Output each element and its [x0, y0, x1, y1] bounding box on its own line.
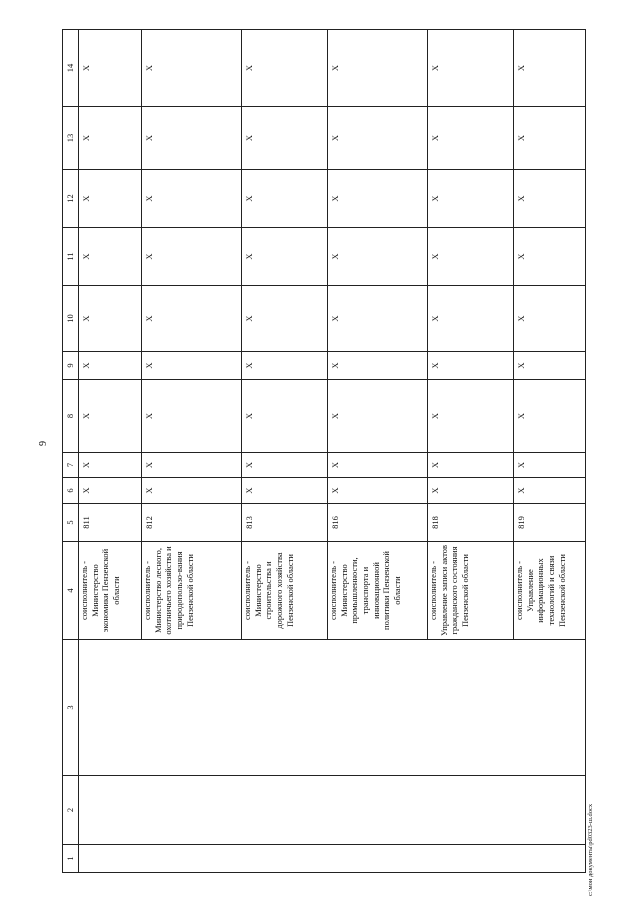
subprogram-cell	[79, 776, 586, 845]
mark-cell: X	[142, 30, 242, 107]
column-number: 8	[63, 380, 79, 453]
mark-cell: X	[514, 352, 586, 380]
mark-cell: X	[514, 107, 586, 170]
executor-cell: соисполнитель - Министерство экономики Пензенской области	[79, 542, 142, 640]
executor-cell: соисполнитель - Управление записи актов гражданского состояния Пензенской области	[428, 542, 514, 640]
mark-cell: X	[242, 286, 328, 352]
column-number: 10	[63, 286, 79, 352]
mark-cell: X	[242, 107, 328, 170]
mark-cell: X	[142, 380, 242, 453]
page-number: 9	[38, 441, 49, 446]
mark-cell: X	[328, 30, 428, 107]
mark-cell: X	[328, 228, 428, 286]
mark-cell: X	[242, 170, 328, 228]
mark-cell: X	[142, 107, 242, 170]
column-number: 11	[63, 228, 79, 286]
column-number: 14	[63, 30, 79, 107]
mark-cell: X	[242, 380, 328, 453]
header-row	[63, 30, 79, 873]
mark-cell: X	[242, 478, 328, 504]
mark-cell: X	[79, 107, 142, 170]
budget-table	[62, 30, 584, 873]
column-number: 4	[63, 542, 79, 640]
mark-cell: X	[428, 380, 514, 453]
mark-cell: X	[514, 170, 586, 228]
mark-cell: X	[514, 478, 586, 504]
grbs-code-cell: 811	[79, 504, 142, 542]
mark-cell: X	[79, 228, 142, 286]
mark-cell: X	[428, 170, 514, 228]
mark-cell: X	[242, 453, 328, 478]
mark-cell: X	[428, 453, 514, 478]
mark-cell: X	[242, 228, 328, 286]
mark-cell: X	[514, 453, 586, 478]
mark-cell: X	[328, 352, 428, 380]
grbs-code-cell: 818	[428, 504, 514, 542]
mark-cell: X	[428, 352, 514, 380]
document-path: c:\мои документы\pd0323-ш.docx	[587, 803, 594, 896]
mark-cell: X	[242, 352, 328, 380]
mark-cell: X	[328, 107, 428, 170]
mark-cell: X	[514, 380, 586, 453]
grbs-code-cell: 812	[142, 504, 242, 542]
column-number: 1	[63, 845, 79, 873]
mark-cell: X	[142, 286, 242, 352]
mark-cell: X	[328, 170, 428, 228]
mark-cell: X	[428, 286, 514, 352]
mark-cell: X	[514, 30, 586, 107]
column-number: 13	[63, 107, 79, 170]
column-number: 12	[63, 170, 79, 228]
mark-cell: X	[328, 286, 428, 352]
mark-cell: X	[242, 30, 328, 107]
executor-cell: соисполнитель - Министерство строительства и дорожного хозяйства Пензенской области	[242, 542, 328, 640]
mark-cell: X	[514, 286, 586, 352]
mark-cell: X	[328, 453, 428, 478]
grbs-code-cell: 819	[514, 504, 586, 542]
mark-cell: X	[79, 170, 142, 228]
mark-cell: X	[428, 30, 514, 107]
mark-cell: X	[428, 228, 514, 286]
mark-cell: X	[428, 478, 514, 504]
mark-cell: X	[328, 478, 428, 504]
mark-cell: X	[328, 380, 428, 453]
mark-cell: X	[79, 286, 142, 352]
grbs-code-cell: 813	[242, 504, 328, 542]
mark-cell: X	[142, 478, 242, 504]
grbs-code-cell: 816	[328, 504, 428, 542]
mark-cell: X	[79, 30, 142, 107]
executor-cell: соисполнитель - Министерство промышленности, транспорта и инновационной политики Пензенской области	[328, 542, 428, 640]
mark-cell: X	[79, 453, 142, 478]
executor-cell: соисполнитель - Министерство лесного, охотничьего хозяйства и природопользо-вания Пензенской области	[142, 542, 242, 640]
column-number: 6	[63, 478, 79, 504]
mark-cell: X	[79, 380, 142, 453]
column-number: 5	[63, 504, 79, 542]
mark-cell: X	[142, 170, 242, 228]
mark-cell: X	[142, 352, 242, 380]
mark-cell: X	[142, 228, 242, 286]
mark-cell: X	[514, 228, 586, 286]
program-cell	[79, 845, 586, 873]
measure-cell	[79, 640, 586, 776]
mark-cell: X	[79, 352, 142, 380]
mark-cell: X	[428, 107, 514, 170]
table-row	[79, 30, 142, 873]
column-number: 7	[63, 453, 79, 478]
executor-cell: соисполнитель - Управление информационных технологий и связи Пензенской области	[514, 542, 586, 640]
mark-cell: X	[79, 478, 142, 504]
column-number: 2	[63, 776, 79, 845]
mark-cell: X	[142, 453, 242, 478]
column-number: 3	[63, 640, 79, 776]
column-number: 9	[63, 352, 79, 380]
